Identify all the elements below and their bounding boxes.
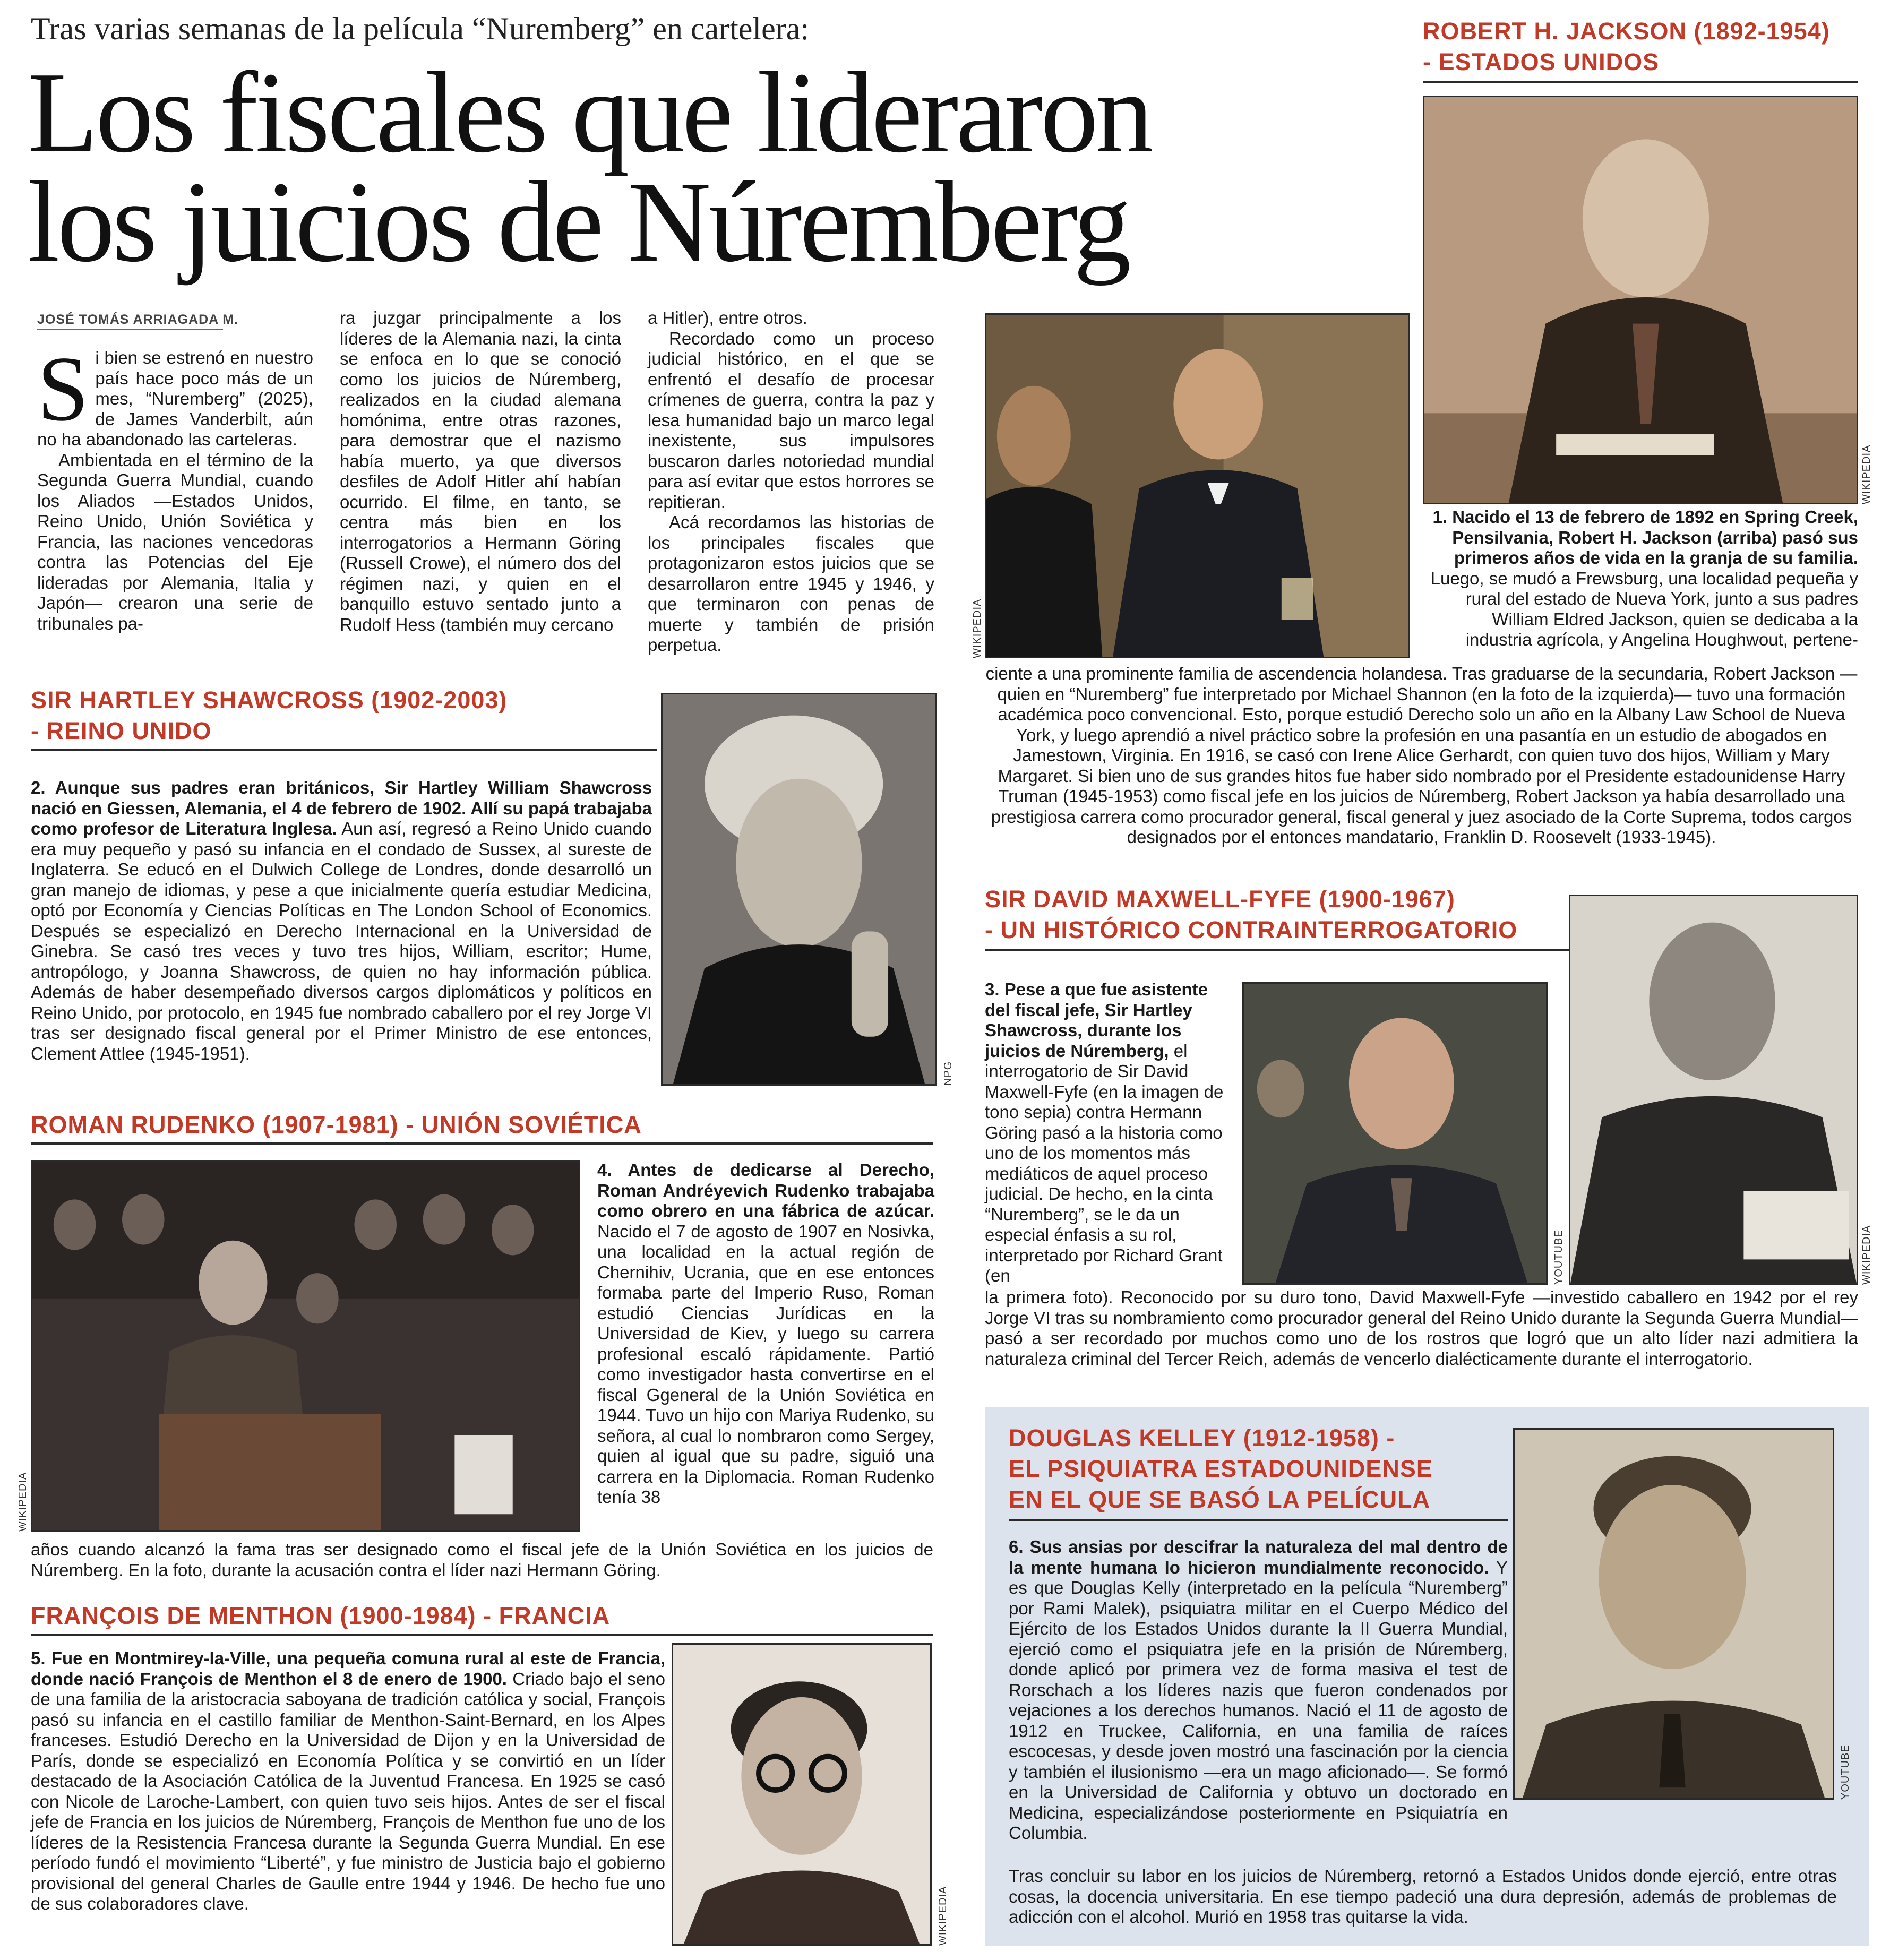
rudenko-lead: 4. Antes de dedicarse al Derecho, Roman Andréyevich Rudenko trabajaba como obrero en una fábrica de azúcar. [597,1160,934,1220]
maxwell-title-line-2: - UN HISTÓRICO CONTRAINTERROGATORIO [985,916,1518,943]
kelley-title-line-3: EN EL QUE SE BASÓ LA PELÍCULA [1009,1486,1431,1513]
rudenko-trial-image [32,1162,579,1530]
kelley-title-rule [1009,1519,1508,1521]
maxwell-text-full [985,1287,1858,1369]
jackson-text-1: Luego, se mudó a Frewsburg, una localidad pequeña y rural del estado de Nueva York, junto a sus padres William Eldred Jackson, quien se dedicaba a la industria agrícola, y Angelina Houghwout, pertene- [1430,568,1858,649]
jackson-lead: 1. Nacido el 13 de febrero de 1892 en Spring Creek, Pensilvania, Robert H. Jackson (arriba) pasó sus primeros años de vida en la granja de su familia. [1432,507,1858,568]
maxwell-text-2: la primera foto). Reconocido por su duro tono, David Maxwell-Fyfe —investido caballero en 1942 por el rey Jorge VI tras su nombramiento como procurador general del Reino Unido durante la Segunda Guerra Mundial— pasó a ser recordado por muchos como uno de los rostros que logró que un alto líder nazi admitiera la naturaleza criminal del Tercer Reich, además de vencerlo dialécticamente durante el interrogatorio. [985,1287,1858,1369]
rudenko-text-full [31,1540,933,1580]
kelley-portrait-image [1515,1430,1833,1798]
intro-column-2 [340,308,621,635]
menthon-portrait-photo [672,1643,932,1946]
menthon-body: Criado bajo el seno de una familia de la aristocracia saboyana de tradición católica y social, François pasó su infancia en el castillo familiar de Menthon-Saint-Bernard, en los Alpes franceses. Estudió Derecho en la Universidad de Dijon y en la Universidad de París, donde se especializó en Economía Política y se convirtió en un líder destacado de la Asociación Católica de la Juventud Francesa. En 1925 se casó con Nicole de Laroche-Lambert, con quien tuvo seis hijos. Antes de ser el fiscal jefe de Francia en los juicios de Núremberg, François de Menthon fue uno de los líderes de la Resistencia Francesa durante la Segunda Guerra Mundial. En ese período fundó el movimiento “Liberté”, y fue ministro de Justicia bajo el gobierno provisional del general Charles de Gaulle entre 1944 y 1946. De hecho fue uno de sus colaboradores clave. [31,1669,665,1913]
shawcross-body: Aun así, regresó a Reino Unido cuando era muy pequeño y pasó su infancia en el condado de Sussex, al sureste de Inglaterra. Se educó en el Dulwich College de Londres, donde desarrolló un gran manejo de idiomas, y pese a que inicialmente quería estudiar Medicina, optó por Economía y Ciencias Políticas en The London School of Economics. Después se especializó en Derecho Internacional en la Universidad de Ginebra. Se casó tres veces y tuvo tres hijos, William, escritor; Hume, antropólogo, y Joanna Shawcross, de quien no hay información pública. Además de haber desempeñado diversos cargos diplomáticos y políticos en Reino Unido, por protocolo, en 1945 fue nombrado caballero por el rey Jorge VI tras ser designado fiscal general por el Primer Ministro de ese entonces, Clement Attlee (1945-1951). [31,819,652,1063]
maxwell-film-still-image [1244,984,1546,1283]
kelley-title [1009,1423,1540,1515]
rudenko-text-right [597,1160,934,1508]
rudenko-title-rule [31,1142,933,1145]
maxwell-title-line-1: SIR DAVID MAXWELL-FYFE (1900-1967) [985,886,1455,913]
jackson-text-full [985,664,1858,848]
intro-column-1 [37,337,313,634]
drop-cap: S [37,337,89,440]
maxwell-film-credit: YOUTUBE [1553,1230,1565,1285]
maxwell-film-still-photo [1242,982,1548,1285]
maxwell-text-1: el interrogatorio de Sir David Maxwell-Fyfe (en la imagen de tono sepia) contra Hermann Göring pasó a la historia como uno de los momentos más mediáticos de aquel proceso judicial. De hecho, en la cinta “Nuremberg”, se le da un especial énfasis a su rol, interpretado por Richard Grant (en [985,1041,1224,1285]
shawcross-portrait-image [663,694,935,1084]
jackson-title-rule [1423,81,1858,83]
jackson-text-2: ciente a una prominente familia de ascendencia holandesa. Tras graduarse de la secundaria, Robert Jackson —quien en “Nuremberg” fue interpretado por Michael Shannon (en la foto de la izquierda)— tuvo una formación académica poco convencional. Esto, porque estudió Derecho solo un año en la Albany Law School de Nueva York, y luego aprendió a nivel práctico sobre la profesión en una pasantía en un estudio de abogados en Jamestown, Virginia. En 1916, se casó con Irene Alice Gerhardt, con quien tuvo dos hijos, William y Mary Margaret. Si bien uno de sus grandes hitos fue haber sido nombrado por el Presidente estadounidense Harry Truman (1945-1953) como fiscal jefe en los juicios de Núremberg, Robert Jackson ya había desarrollado una prestigiosa carrera como procurador general, fiscal general y juez asociado de la Corte Suprema, todos cargos designados por el entonces mandatario, Franklin D. Roosevelt (1933-1945). [985,664,1858,847]
menthon-credit: WIKIPEDIA [937,1886,949,1946]
intro-paragraph-3: ra juzgar principalmente a los líderes de la Alemania nazi, la cinta se enfoca en lo que se conoció como los juicios de Núremberg, realizados en la ciudad alemana homónima, entre otras razones, para demostrar que el nazismo había muerto, ya que diversos desfiles de Adolf Hitler ahí habían ocurrido. El filme, en tanto, se centra más bien en los interrogatorios a Hermann Göring (Russell Crowe), el número dos del régimen nazi, y quien en el banquillo estuvo sentado junto a Rudolf Hess (también muy cercano [340,308,621,634]
jackson-title-line-2: - ESTADOS UNIDOS [1423,48,1660,75]
jackson-film-still-photo [985,313,1410,658]
rudenko-text-2: años cuando alcanzó la fama tras ser designado como el fiscal jefe de la Unión Soviética en los juicios de Núremberg. En la foto, durante la acusación contra el líder nazi Hermann Göring. [31,1540,933,1580]
maxwell-portrait-image [1570,896,1857,1283]
jackson-portrait-image [1424,97,1857,503]
byline-rule [37,329,223,330]
menthon-portrait-image [673,1645,930,1944]
maxwell-text-left [985,979,1232,1286]
jackson-portrait-photo [1423,96,1858,504]
shawcross-title-line-1: SIR HARTLEY SHAWCROSS (1902-2003) [31,686,508,713]
shawcross-text [31,778,652,1064]
menthon-title-rule [31,1634,933,1636]
rudenko-credit: WIKIPEDIA [17,1472,29,1532]
jackson-portrait-credit: WIKIPEDIA [1861,444,1872,504]
kelley-text-1: Y es que Douglas Kelly (interpretado en la película “Nuremberg” por Rami Malek), psiquiatra militar en el Cuerpo Médico del Ejército de los Estados Unidos durante la II Guerra Mundial, ejerció como el psiquiatra jefe en la prisión de Núremberg, donde aplicó por primera vez de forma masiva el test de Rorschach a los líderes nazis que fueron condenados por vejaciones a los derechos humanos. Nació el 11 de agosto de 1912 en Truckee, California, en una familia de raíces escocesas, y desde joven mostró una fascinación por la ciencia y también el ilusionismo —era un mago aficionado—. Se formó en la Universidad de California y obtuvo un doctorado en Medicina, especializándose posteriormente en Psiquiatría en Columbia. [1009,1557,1508,1843]
kelley-text-full [1009,1866,1837,1928]
shawcross-portrait-photo [661,693,937,1086]
shawcross-credit: NPG [942,1061,954,1086]
maxwell-portrait-credit: WIKIPEDIA [1861,1225,1872,1285]
maxwell-title-rule [985,949,1569,951]
jackson-film-credit: WIKIPEDIA [972,598,983,658]
shawcross-title-line-2: - REINO UNIDO [31,717,212,744]
kelley-text-left [1009,1537,1508,1844]
intro-paragraph-4: a Hitler), entre otros. [648,308,807,328]
kelley-title-line-2: EL PSIQUIATRA ESTADOUNIDENSE [1009,1455,1433,1482]
headline [28,49,1196,286]
kicker: Tras varias semanas de la película “Nuremberg” en cartelera: [31,11,810,46]
kelley-lead: 6. Sus ansias por descifrar la naturaleza del mal dentro de la mente humana lo hicieron mundialmente reconocido. [1009,1537,1508,1577]
byline: JOSÉ TOMÁS ARRIAGADA M. [37,312,239,327]
maxwell-lead: 3. Pese a que fue asistente del fiscal jefe, Sir Hartley Shawcross, durante los juicios de Núremberg, [985,979,1208,1061]
headline-line-1: Los fiscales que lideraron [28,49,1151,177]
intro-paragraph-1: i bien se estrenó en nuestro país hace poco más de un mes, “Nuremberg” (2025), de James Vanderbilt, aún no ha abandonado las carteleras. [37,348,313,449]
rudenko-trial-photo [31,1160,580,1532]
menthon-title: FRANÇOIS DE MENTHON (1900-1984) - FRANCIA [31,1602,611,1629]
kelley-credit: YOUTUBE [1840,1744,1851,1800]
rudenko-text-1: Nacido el 7 de agosto de 1907 en Nosivka, una localidad en la actual región de Chernihiv, Ucrania, que en ese entonces formaba parte del Imperio Ruso, Roman estudió Ciencias Jurídicas en la Universidad de Kiev, y luego su carrera profesional escaló rápidamente. Partió como investigador hasta convertirse en el fiscal Ggeneral de la Unión Soviética en 1944. Tuvo un hijo con Mariya Rudenko, su señora, al cual lo nombraron como Sergey, quien al igual que su padre, siguió una carrera en la Diplomacia. Roman Rudenko tenía 38 [597,1221,934,1507]
maxwell-title [985,884,1574,945]
headline-line-2: los juicios de Núremberg [28,158,1129,286]
jackson-title-line-1: ROBERT H. JACKSON (1892-1954) [1423,18,1830,45]
shawcross-lead: 2. Aunque sus padres eran británicos, Sir Hartley William Shawcross nació en Giessen, Alemania, el 4 de febrero de 1902. Allí su papá trabajaba como profesor de Literatura Inglesa. [31,778,652,838]
intro-paragraph-5: Recordado como un proceso judicial histórico, en el que se enfrentó el desafío de procesar crímenes de guerra, contra la paz y lesa humanidad bajo un marco legal inexistente, sus impulsores buscaron darles notoriedad mundial para así evitar que estos horrores se repitieran. [648,328,934,512]
jackson-title [1423,16,1869,78]
kelley-portrait-photo [1513,1428,1834,1800]
intro-column-3 [648,308,934,656]
kelley-title-line-1: DOUGLAS KELLEY (1912-1958) - [1009,1424,1395,1451]
kelley-text-2: Tras concluir su labor en los juicios de Núremberg, retornó a Estados Unidos donde ejerció, entre otras cosas, la docencia universitaria. En ese tiempo padeció una dura depresión, además de problemas de adicción con el alcohol. Murió en 1958 tras quitarse la vida. [1009,1866,1837,1927]
jackson-film-still-image [986,315,1408,657]
jackson-text-right [1423,507,1858,650]
intro-paragraph-2: Ambientada en el término de la Segunda Guerra Mundial, cuando los Aliados —Estados Unidos, Reino Unido, Unión Soviética y Francia, las naciones vencedoras contra las Potencias del Eje lideradas por Alemania, Italia y Japón— crearon una serie de tribunales pa- [37,450,313,633]
menthon-text [31,1648,665,1914]
shawcross-title-rule [31,749,657,751]
shawcross-title [31,685,641,746]
menthon-lead: 5. Fue en Montmirey-la-Ville, una pequeña comuna rural al este de Francia, donde nació François de Menthon el 8 de enero de 1900. [31,1648,665,1689]
rudenko-title: ROMAN RUDENKO (1907-1981) - UNIÓN SOVIÉTICA [31,1111,642,1138]
intro-paragraph-6: Acá recordamos las historias de los principales fiscales que protagonizaron estos juicios que se desarrollaron entre 1945 y 1946, y que terminaron con penas de muerte y también de prisión perpetua. [648,512,934,655]
maxwell-portrait-photo [1569,895,1858,1285]
